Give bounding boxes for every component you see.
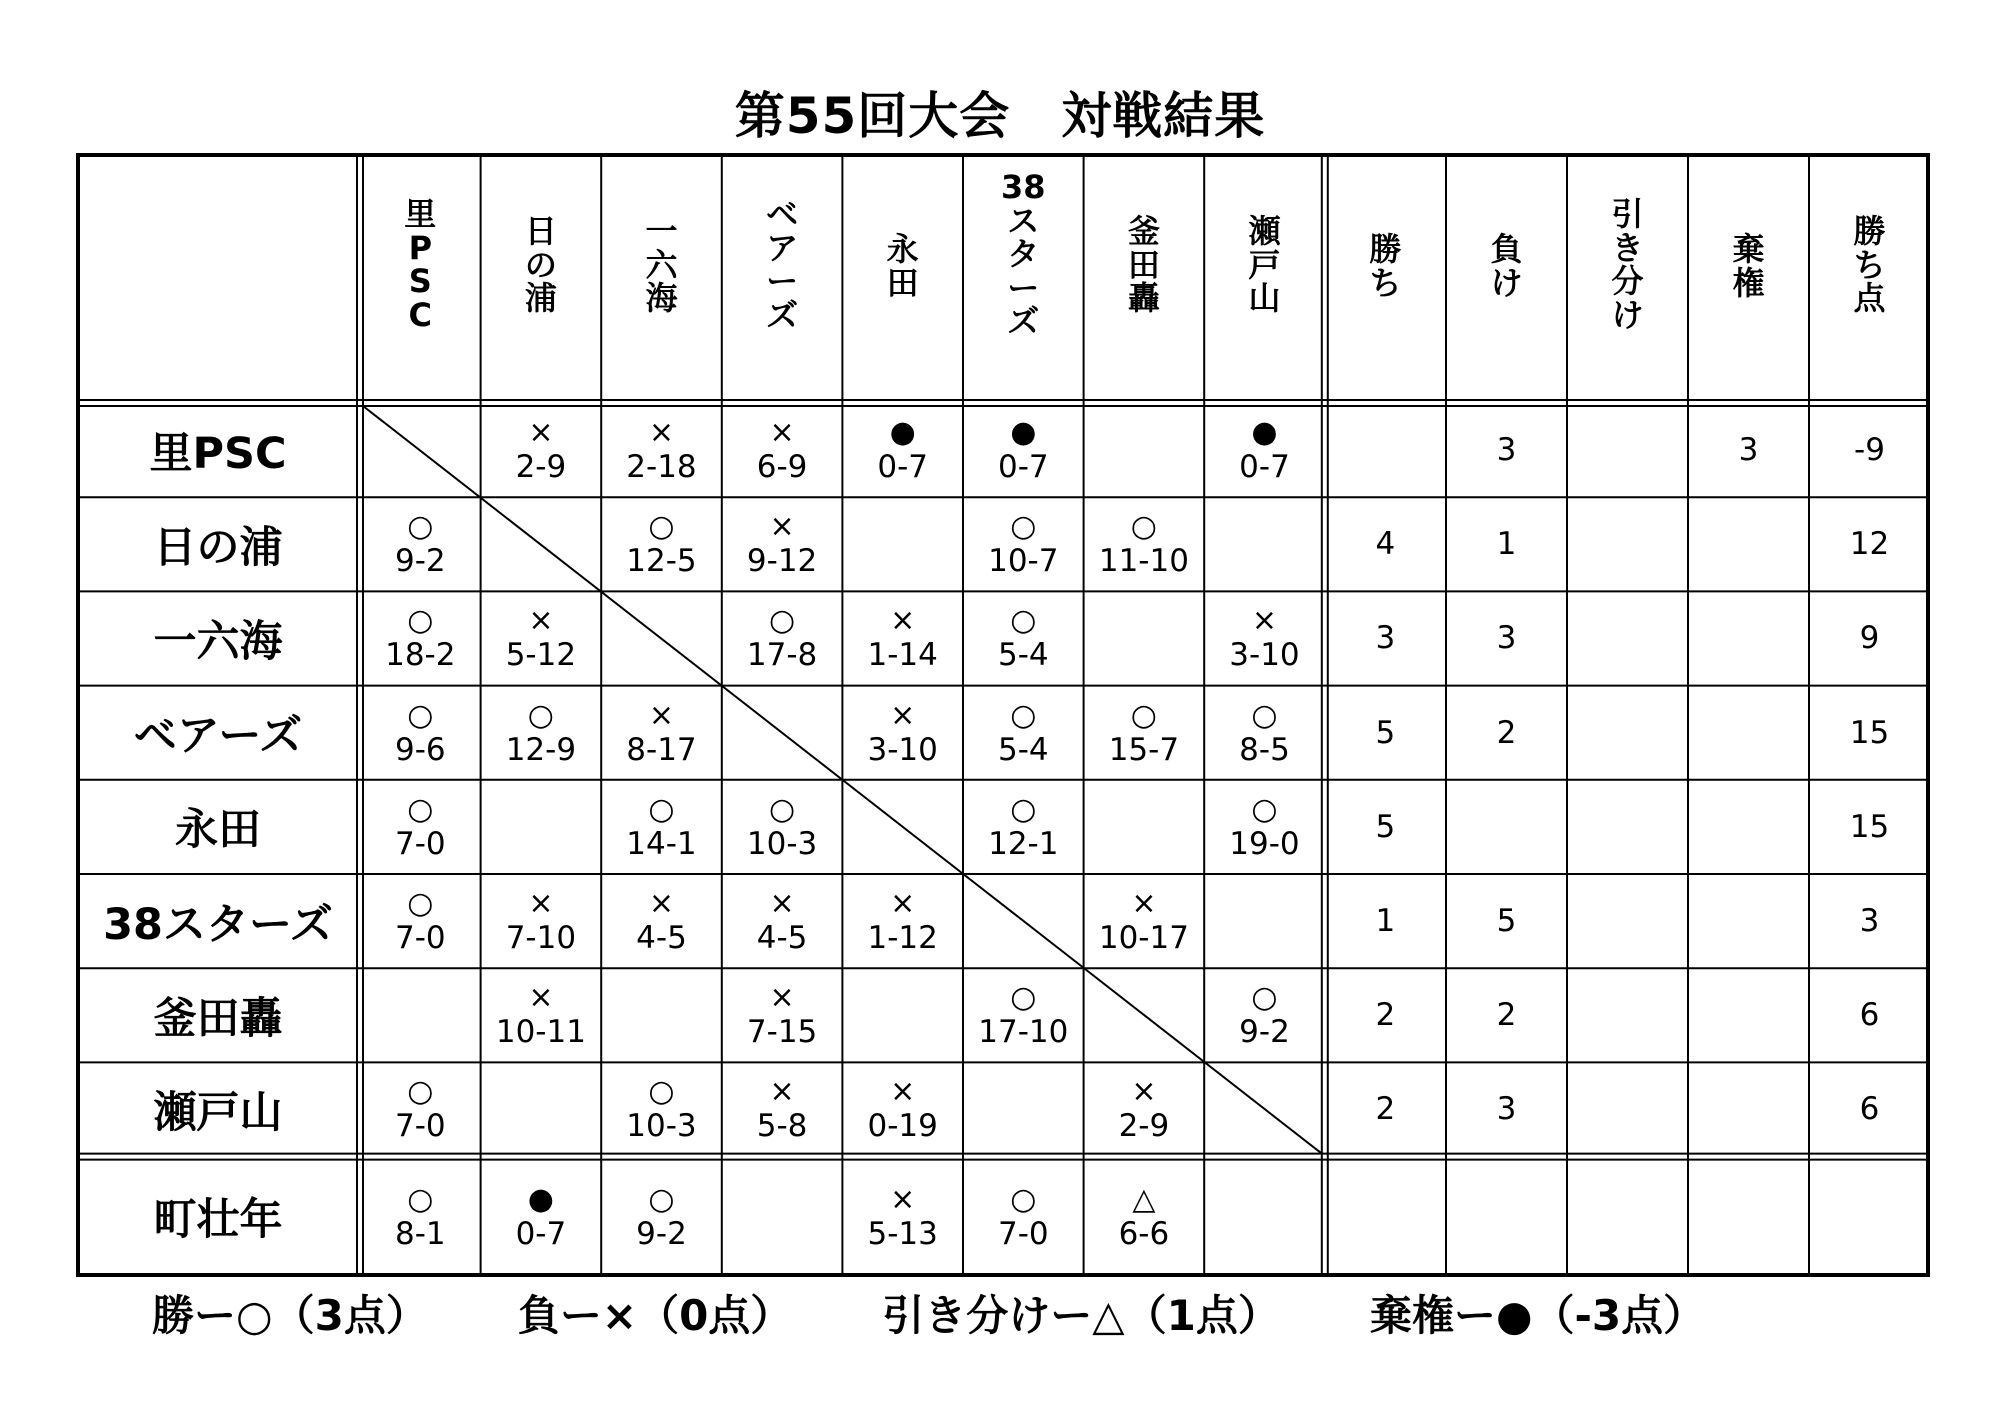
stat-cell — [1688, 874, 1809, 968]
stat-cell: 4 — [1375, 526, 1396, 563]
result-cell — [842, 1062, 963, 1156]
result-score: 6-6 — [1118, 1215, 1170, 1252]
result-cell — [842, 1157, 963, 1277]
result-cell — [1084, 780, 1205, 874]
header-char: ち — [1369, 263, 1402, 302]
result-cell — [1204, 591, 1325, 685]
page-title: 第55回大会 対戦結果 — [734, 87, 1266, 145]
stat-cell: 6 — [1859, 1091, 1880, 1128]
result-cell — [601, 403, 722, 497]
stat-cell: 3 — [1496, 432, 1517, 469]
result-score: 12-5 — [626, 543, 697, 580]
result-symbol: ○ — [407, 603, 434, 639]
results-table — [76, 153, 1930, 1277]
stat-cell — [1567, 591, 1688, 685]
stat-cell: 2 — [1496, 997, 1517, 1034]
stat-cell — [1325, 403, 1446, 497]
result-cell — [601, 874, 722, 968]
result-cell — [1204, 1157, 1325, 1277]
result-cell — [601, 686, 722, 780]
result-score: 1-14 — [867, 637, 938, 674]
result-symbol: × — [769, 1074, 795, 1110]
result-cell — [601, 780, 722, 874]
result-cell — [1204, 780, 1325, 874]
result-cell — [963, 968, 1084, 1062]
stat-cell — [1567, 403, 1688, 497]
result-symbol: × — [769, 415, 795, 451]
result-score: 5-12 — [505, 637, 577, 674]
header-char: 六 — [645, 245, 678, 284]
row-team-name: 瀬戸山 — [153, 1087, 283, 1138]
result-cell — [842, 780, 963, 874]
result-cell — [842, 968, 963, 1062]
result-cell — [360, 497, 481, 591]
header-char: ス — [1007, 201, 1040, 240]
column-header-stat — [1446, 153, 1567, 403]
stat-cell: 3 — [1738, 432, 1759, 469]
result-score: 9-2 — [636, 1215, 687, 1252]
result-score: 2-18 — [626, 449, 697, 486]
result-symbol: ○ — [1010, 603, 1037, 639]
result-cell — [722, 874, 843, 968]
result-symbol: ○ — [407, 791, 434, 827]
result-symbol: ○ — [769, 603, 796, 639]
result-cell — [963, 686, 1084, 780]
stat-cell: 2 — [1496, 714, 1517, 751]
result-cell — [481, 1157, 602, 1277]
stat-cell — [1688, 497, 1809, 591]
result-cell — [1204, 403, 1325, 497]
result-score: 4-5 — [756, 920, 808, 957]
result-symbol: ○ — [1010, 1181, 1037, 1217]
stat-cell: 6 — [1859, 997, 1880, 1034]
result-cell — [1084, 1157, 1205, 1277]
result-cell — [1084, 591, 1205, 685]
result-symbol: ● — [1251, 415, 1278, 451]
header-char: 山 — [1248, 279, 1281, 318]
result-symbol: × — [769, 509, 795, 545]
column-header-team — [842, 153, 963, 403]
result-score: 11-10 — [1098, 543, 1189, 580]
result-cell — [842, 874, 963, 968]
result-symbol: ○ — [648, 1181, 675, 1217]
result-cell — [601, 497, 722, 591]
result-cell — [481, 780, 602, 874]
result-score: 7-10 — [505, 920, 577, 957]
result-cell — [722, 403, 843, 497]
stat-cell — [1567, 874, 1688, 968]
result-cell — [722, 780, 843, 874]
header-char: け — [1611, 295, 1644, 334]
result-symbol: ○ — [769, 791, 796, 827]
result-score: 10-7 — [988, 543, 1059, 580]
stat-cell: 3 — [1375, 620, 1396, 657]
result-cell — [1204, 1062, 1325, 1156]
result-symbol: × — [1251, 603, 1278, 639]
result-symbol: × — [528, 415, 554, 451]
result-symbol: × — [890, 886, 916, 922]
result-cell — [1084, 686, 1205, 780]
legend-item: 棄権ー●（-3点） — [1369, 1291, 1706, 1340]
result-cell — [842, 686, 963, 780]
column-header-team — [601, 153, 722, 403]
result-cell — [360, 1062, 481, 1156]
result-score: 0-19 — [867, 1108, 938, 1145]
result-score: 0-7 — [877, 449, 928, 486]
result-symbol: × — [1131, 886, 1157, 922]
header-char: 田 — [1127, 245, 1160, 284]
result-cell — [722, 1157, 843, 1277]
header-char: S — [408, 262, 432, 301]
column-header-stat — [1688, 153, 1809, 403]
result-symbol: × — [890, 1074, 916, 1110]
result-score: 7-0 — [394, 1108, 446, 1145]
header-char: き — [1611, 228, 1644, 267]
result-symbol: ● — [527, 1181, 554, 1217]
result-cell — [722, 686, 843, 780]
result-score: 10-11 — [495, 1014, 586, 1051]
header-char: 戸 — [1248, 245, 1281, 284]
header-char: ズ — [1007, 302, 1040, 341]
result-symbol: ○ — [407, 1074, 434, 1110]
result-cell — [481, 591, 602, 685]
result-cell — [360, 1157, 481, 1277]
stat-cell: 15 — [1849, 714, 1890, 751]
column-header-stat — [1567, 153, 1688, 403]
result-score: 6-9 — [756, 449, 808, 486]
result-score: 2-9 — [515, 449, 567, 486]
result-cell — [360, 874, 481, 968]
header-char: 権 — [1732, 263, 1765, 302]
result-symbol: × — [890, 1181, 916, 1217]
result-symbol: ○ — [527, 697, 554, 733]
result-symbol: ● — [1010, 415, 1037, 451]
result-cell — [842, 497, 963, 591]
header-char: け — [1490, 263, 1523, 302]
result-cell — [842, 403, 963, 497]
result-symbol: ● — [889, 415, 916, 451]
result-symbol: ○ — [1130, 697, 1157, 733]
column-header-team — [722, 153, 843, 403]
result-symbol: × — [648, 697, 675, 733]
header-char: 浦 — [524, 279, 557, 318]
result-score: 7-0 — [394, 920, 446, 957]
result-cell — [360, 968, 481, 1062]
result-symbol: ○ — [1010, 791, 1037, 827]
result-cell — [360, 686, 481, 780]
stat-cell: 3 — [1496, 1091, 1517, 1128]
result-cell — [1084, 403, 1205, 497]
header-char: 棄 — [1732, 230, 1765, 268]
header-char: C — [408, 295, 433, 334]
column-header-stat — [1325, 153, 1446, 403]
result-symbol: ○ — [1251, 980, 1278, 1016]
header-char: ア — [766, 228, 799, 267]
result-cell — [963, 874, 1084, 968]
result-score: 15-7 — [1108, 731, 1180, 768]
result-score: 5-4 — [997, 731, 1049, 768]
result-symbol: × — [769, 980, 795, 1016]
stat-cell: 1 — [1496, 526, 1517, 563]
stat-cell: 12 — [1849, 526, 1890, 563]
stat-cell — [1446, 780, 1567, 874]
result-cell — [722, 591, 843, 685]
result-cell — [360, 403, 481, 497]
result-score: 3-10 — [867, 731, 938, 768]
stat-cell — [1688, 1157, 1809, 1277]
result-cell — [601, 591, 722, 685]
legend-item: 負ー×（0点） — [517, 1291, 793, 1340]
result-score: 18-2 — [385, 637, 456, 674]
result-symbol: ○ — [1010, 980, 1037, 1016]
header-char: 田 — [886, 263, 919, 302]
header-char: 轟 — [1127, 279, 1160, 318]
stat-cell — [1809, 1157, 1930, 1277]
row-team-name: ベアーズ — [133, 711, 303, 762]
result-cell — [601, 1157, 722, 1277]
column-header-team — [1084, 153, 1205, 403]
result-cell — [842, 591, 963, 685]
header-char: 釜 — [1127, 212, 1160, 250]
result-score: 0-7 — [1239, 449, 1290, 486]
header-char: 負 — [1490, 230, 1523, 268]
stat-cell: 5 — [1496, 903, 1517, 940]
stat-cell: 3 — [1496, 620, 1517, 657]
header-char: 引 — [1611, 195, 1644, 233]
result-score: 1-12 — [867, 920, 938, 957]
stat-cell — [1325, 1157, 1446, 1277]
result-cell — [481, 968, 602, 1062]
stat-cell — [1688, 968, 1809, 1062]
result-symbol: ○ — [407, 509, 434, 545]
result-cell — [963, 1157, 1084, 1277]
header-char: 里 — [404, 195, 437, 233]
result-cell — [481, 403, 602, 497]
header-char: ー — [1007, 268, 1040, 307]
result-symbol: ○ — [1251, 697, 1278, 733]
result-symbol: ○ — [1010, 697, 1037, 733]
result-cell — [601, 1062, 722, 1156]
header-char: 日 — [524, 212, 557, 250]
result-score: 10-17 — [1098, 920, 1189, 957]
header-char: 分 — [1611, 262, 1644, 301]
result-cell — [1084, 497, 1205, 591]
result-score: 17-8 — [746, 637, 818, 674]
result-cell — [722, 497, 843, 591]
result-cell — [481, 686, 602, 780]
result-symbol: ○ — [648, 509, 675, 545]
header-char: 瀬 — [1248, 212, 1281, 250]
result-score: 10-3 — [626, 1108, 697, 1145]
header-char: 38 — [1001, 168, 1046, 206]
stat-cell — [1688, 686, 1809, 780]
header-char: P — [408, 228, 433, 267]
stat-cell — [1446, 1157, 1567, 1277]
result-score: 9-2 — [394, 543, 446, 580]
stat-cell: 2 — [1375, 997, 1396, 1034]
result-symbol: △ — [1132, 1181, 1156, 1217]
result-score: 9-2 — [1239, 1014, 1290, 1051]
result-symbol: × — [769, 886, 795, 922]
header-char: ベ — [766, 195, 799, 233]
result-cell — [1204, 686, 1325, 780]
header-char: 点 — [1853, 279, 1886, 318]
row-team-name: 38スターズ — [103, 899, 333, 950]
result-symbol: × — [648, 886, 675, 922]
result-symbol: × — [890, 697, 916, 733]
stat-cell — [1567, 686, 1688, 780]
result-score: 7-0 — [394, 825, 446, 862]
stat-cell — [1688, 1062, 1809, 1156]
result-score: 9-12 — [746, 543, 818, 580]
result-symbol: × — [648, 415, 675, 451]
result-symbol: × — [528, 980, 554, 1016]
legend-item: 勝ー○（3点） — [152, 1291, 428, 1340]
stat-cell — [1688, 780, 1809, 874]
result-score: 7-0 — [997, 1215, 1049, 1252]
result-symbol: ○ — [648, 791, 675, 827]
result-cell — [1084, 968, 1205, 1062]
stat-cell: 2 — [1375, 1091, 1396, 1128]
result-symbol: × — [1131, 1074, 1157, 1110]
column-header-stat — [1809, 153, 1930, 403]
result-cell — [1084, 1062, 1205, 1156]
row-team-name: 釜田轟 — [153, 993, 283, 1044]
header-char: ち — [1853, 245, 1886, 284]
header-char: 勝 — [1853, 212, 1886, 250]
result-score: 3-10 — [1229, 637, 1300, 674]
result-symbol: ○ — [1251, 791, 1278, 827]
result-symbol: × — [528, 603, 554, 639]
result-cell — [1084, 874, 1205, 968]
result-cell — [1204, 497, 1325, 591]
result-score: 0-7 — [515, 1215, 567, 1252]
result-symbol: ○ — [407, 1181, 434, 1217]
result-score: 9-6 — [394, 731, 446, 768]
result-score: 8-17 — [626, 731, 697, 768]
result-cell — [481, 497, 602, 591]
result-score: 12-9 — [505, 731, 577, 768]
row-team-name: 里PSC — [149, 428, 287, 479]
row-team-name: 一六海 — [153, 616, 283, 667]
stat-cell: 15 — [1849, 808, 1890, 845]
stat-cell — [1567, 1157, 1688, 1277]
result-cell — [360, 780, 481, 874]
result-score: 17-10 — [978, 1014, 1069, 1051]
stat-cell — [1688, 591, 1809, 685]
legend — [152, 1283, 1705, 1343]
stat-cell: -9 — [1854, 432, 1885, 469]
header-char: 勝 — [1369, 230, 1402, 268]
result-score: 19-0 — [1229, 825, 1300, 862]
header-char: タ — [1007, 235, 1040, 274]
result-cell — [1204, 968, 1325, 1062]
result-cell — [481, 1062, 602, 1156]
row-team-name: 日の浦 — [153, 522, 283, 573]
result-cell — [963, 497, 1084, 591]
stat-cell — [1567, 497, 1688, 591]
header-char: ー — [766, 262, 799, 301]
result-symbol: ○ — [407, 886, 434, 922]
stat-cell: 5 — [1375, 714, 1396, 751]
header-char: 永 — [886, 230, 919, 268]
row-team-name: 永田 — [175, 805, 261, 856]
result-cell — [963, 591, 1084, 685]
header-char: 一 — [645, 212, 678, 250]
result-score: 12-1 — [988, 825, 1059, 862]
result-cell — [1204, 874, 1325, 968]
result-score: 0-7 — [997, 449, 1049, 486]
result-score: 2-9 — [1118, 1108, 1170, 1145]
stat-cell — [1567, 968, 1688, 1062]
result-cell — [722, 1062, 843, 1156]
result-score: 10-3 — [746, 825, 818, 862]
result-score: 5-13 — [867, 1215, 938, 1252]
stat-cell — [1567, 1062, 1688, 1156]
stat-cell: 9 — [1859, 620, 1880, 657]
result-score: 8-1 — [394, 1215, 446, 1252]
stat-cell: 1 — [1375, 903, 1396, 940]
stat-cell: 3 — [1859, 903, 1880, 940]
column-header-team — [360, 153, 481, 403]
header-char: 海 — [645, 279, 678, 318]
stat-cell: 5 — [1375, 808, 1396, 845]
result-symbol: ○ — [648, 1074, 675, 1110]
result-symbol: ○ — [1130, 509, 1157, 545]
result-score: 14-1 — [626, 825, 697, 862]
result-cell — [963, 780, 1084, 874]
result-cell — [963, 403, 1084, 497]
result-cell — [963, 1062, 1084, 1156]
stat-cell — [1567, 780, 1688, 874]
header-char: ズ — [766, 295, 799, 334]
column-header-team — [963, 153, 1084, 403]
result-score: 4-5 — [636, 920, 687, 957]
result-symbol: × — [890, 603, 916, 639]
header-char: の — [524, 245, 557, 284]
result-score: 5-8 — [756, 1108, 808, 1145]
column-header-team — [1204, 153, 1325, 403]
result-cell — [481, 874, 602, 968]
column-header-team — [481, 153, 602, 403]
result-cell — [601, 968, 722, 1062]
result-score: 5-4 — [997, 637, 1049, 674]
result-symbol: ○ — [407, 697, 434, 733]
result-cell — [360, 591, 481, 685]
result-score: 7-15 — [746, 1014, 818, 1051]
result-cell — [722, 968, 843, 1062]
result-symbol: ○ — [1010, 509, 1037, 545]
result-score: 8-5 — [1239, 731, 1290, 768]
row-team-name: 町壮年 — [153, 1195, 283, 1246]
result-symbol: × — [528, 886, 554, 922]
legend-item: 引き分けー△（1点） — [882, 1291, 1280, 1340]
